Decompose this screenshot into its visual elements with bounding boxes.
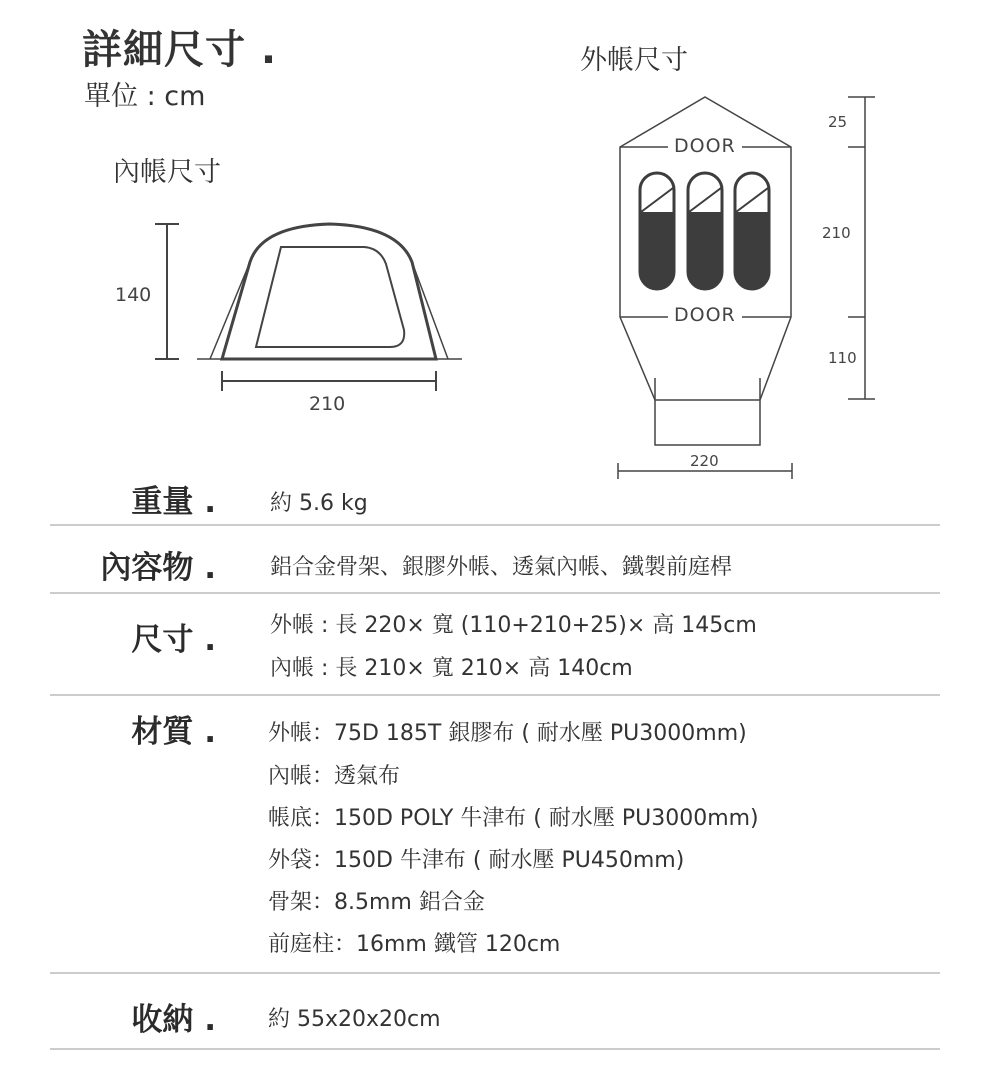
storage-key: 收納 .: [131, 1002, 216, 1038]
contents-key: 內容物 .: [100, 550, 216, 586]
divider: [50, 524, 940, 526]
sleeping-pads: [640, 173, 769, 289]
sleeping-pad: [640, 173, 674, 289]
divider: [50, 592, 940, 594]
outer-tent-title: 外帳尺寸: [580, 45, 688, 76]
material-line: 前庭柱：16mm 鐵管 120cm: [268, 932, 561, 957]
material-line: 外帳：75D 185T 銀膠布 ( 耐水壓 PU3000mm): [268, 721, 747, 746]
weight-key: 重量 .: [131, 484, 216, 520]
inner-width-label: 210: [309, 393, 346, 415]
storage-value: 約 55x20x20cm: [268, 1007, 441, 1032]
contents-value: 鋁合金骨架、銀膠外帳、透氣內帳、鐵製前庭桿: [270, 555, 733, 580]
material-line: 骨架：8.5mm 鋁合金: [268, 890, 485, 915]
material-line: 內帳：透氣布: [268, 764, 401, 789]
material-key: 材質 .: [131, 714, 216, 750]
divider: [50, 1048, 940, 1050]
size-line: 內帳 : 長 210× 寬 210× 高 140cm: [270, 656, 633, 681]
page-title: 詳細尺寸 .: [82, 27, 278, 73]
door-label-bottom: DOOR: [668, 304, 742, 326]
size-key: 尺寸 .: [131, 622, 216, 658]
divider: [50, 972, 940, 974]
door-label-top: DOOR: [668, 135, 742, 157]
sleeping-pad: [735, 173, 769, 289]
unit-label: 單位 : cm: [84, 81, 206, 112]
inner-height-label: 140: [115, 284, 152, 306]
material-line: 帳底：150D POLY 牛津布 ( 耐水壓 PU3000mm): [268, 806, 759, 831]
divider: [50, 694, 940, 696]
outer-dim-width: 220: [690, 452, 719, 470]
outer-dim-mid: 210: [822, 224, 851, 242]
inner-tent-title: 內帳尺寸: [113, 157, 221, 188]
material-line: 外袋：150D 牛津布 ( 耐水壓 PU450mm): [268, 848, 685, 873]
sleeping-pad: [688, 173, 722, 289]
outer-dim-top: 25: [828, 113, 848, 131]
weight-value: 約 5.6 kg: [270, 491, 368, 516]
outer-dim-bottom: 110: [828, 349, 857, 367]
size-line: 外帳 : 長 220× 寬 (110+210+25)× 高 145cm: [270, 613, 757, 638]
